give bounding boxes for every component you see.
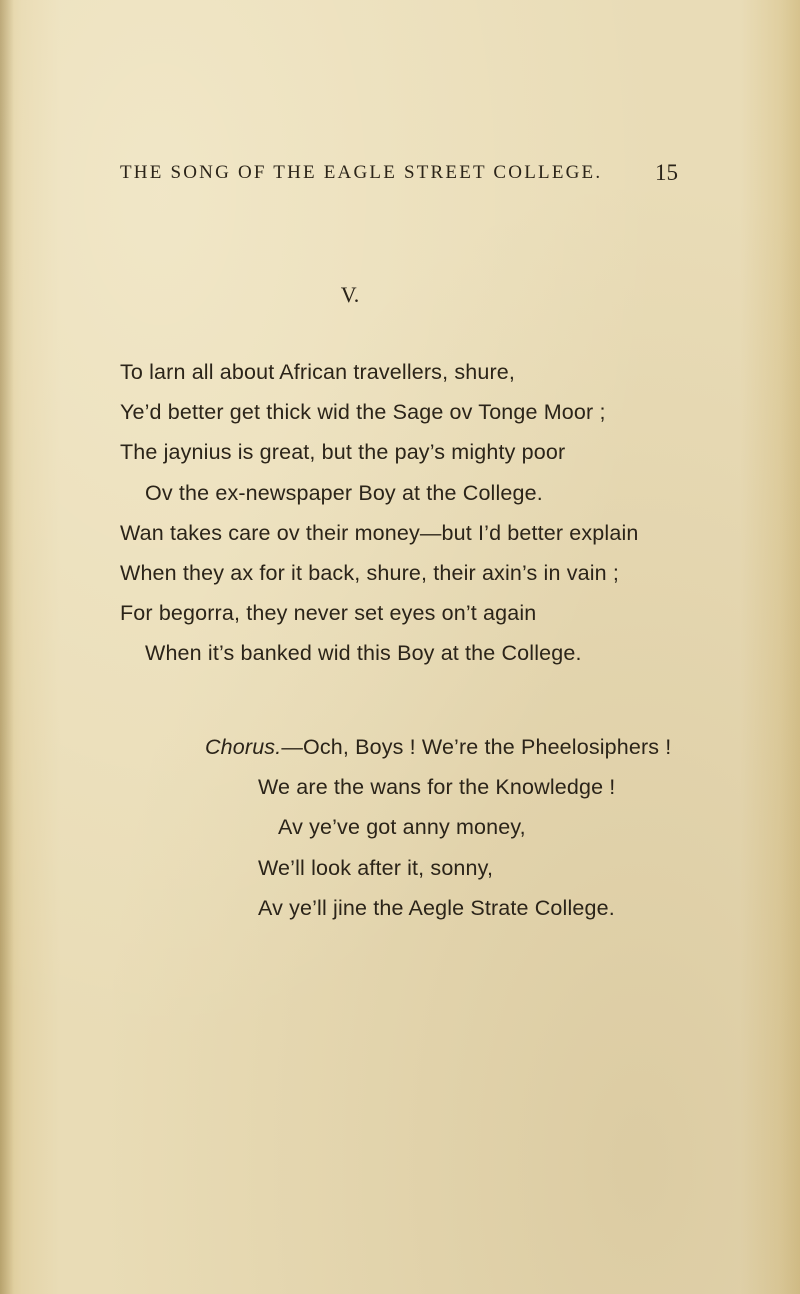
spine-shadow <box>0 0 14 1294</box>
verse-line: When it’s banked wid this Boy at the College. <box>145 641 582 665</box>
chorus-label: Chorus. <box>205 735 282 759</box>
running-head <box>120 162 680 192</box>
chorus-first-line <box>205 737 671 759</box>
chorus-line: We are the wans for the Knowledge ! <box>258 775 616 799</box>
verse-line: To larn all about African travellers, shure, <box>120 360 515 384</box>
chorus-line: Av ye’ve got anny money, <box>278 815 526 839</box>
chorus-line: Av ye’ll jine the Aegle Strate College. <box>258 896 615 920</box>
verse-line: For begorra, they never set eyes on’t again <box>120 601 537 625</box>
verse-line: Ye’d better get thick wid the Sage ov Tonge Moor ; <box>120 400 606 424</box>
page-number: 15 <box>655 160 678 185</box>
chorus-line: We’ll look after it, sonny, <box>258 856 494 880</box>
running-title: THE SONG OF THE EAGLE STREET COLLEGE. <box>120 162 603 183</box>
chorus-first-line-text: —Och, Boys ! We’re the Pheelosiphers ! <box>281 735 672 759</box>
verse-line: Wan takes care ov their money—but I’d better explain <box>120 521 639 545</box>
verse-line: When they ax for it back, shure, their axin’s in vain ; <box>120 561 620 585</box>
section-number: V. <box>340 282 360 307</box>
verse-line: The jaynius is great, but the pay’s mighty poor <box>120 440 566 464</box>
verse-line: Ov the ex-newspaper Boy at the College. <box>145 481 543 505</box>
